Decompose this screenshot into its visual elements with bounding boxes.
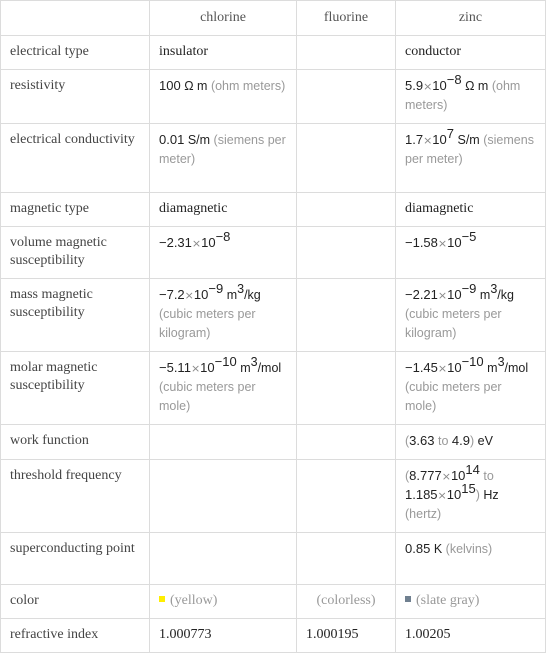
table-row bbox=[1, 70, 546, 124]
zinc-superconducting-point bbox=[396, 533, 546, 585]
base: 10 bbox=[447, 235, 462, 250]
unit-name: (ohm meters) bbox=[405, 79, 521, 112]
unit-base: m bbox=[226, 288, 238, 302]
times-sign: × bbox=[437, 289, 448, 302]
unit-name: (hertz) bbox=[405, 507, 442, 521]
color-name: (yellow) bbox=[170, 593, 218, 608]
fluorine-color bbox=[297, 585, 396, 619]
base: 10 bbox=[447, 287, 462, 302]
unit-name: (ohm meters) bbox=[210, 79, 286, 93]
row-label: electrical conductivity bbox=[1, 124, 150, 193]
base: 10 bbox=[447, 360, 462, 375]
color-name: (slate gray) bbox=[416, 593, 480, 608]
exponent: −5 bbox=[461, 229, 477, 244]
table-row bbox=[1, 124, 546, 193]
zinc-magnetic-type: diamagnetic bbox=[396, 193, 546, 227]
unit-base: m bbox=[487, 361, 498, 375]
unit: S/m bbox=[457, 133, 480, 147]
table-row bbox=[1, 460, 546, 533]
row-label: magnetic type bbox=[1, 193, 150, 227]
exponent: −8 bbox=[215, 229, 231, 244]
unit: Hz bbox=[483, 488, 499, 502]
mantissa: 1.7 bbox=[405, 132, 424, 147]
unit-name: (cubic meters per kilogram) bbox=[405, 307, 502, 340]
fluorine-molar-magnetic-susceptibility bbox=[297, 352, 396, 425]
fluorine-threshold-frequency bbox=[297, 460, 396, 533]
chlorine-magnetic-type: diamagnetic bbox=[150, 193, 297, 227]
high-base: 10 bbox=[446, 487, 462, 502]
zinc-resistivity bbox=[396, 70, 546, 124]
chlorine-resistivity bbox=[150, 70, 297, 124]
unit-rest: /mol bbox=[257, 361, 282, 375]
row-label: work function bbox=[1, 425, 150, 460]
times-sign: × bbox=[437, 489, 447, 502]
fluorine-magnetic-type bbox=[297, 193, 396, 227]
mantissa: −7.2 bbox=[159, 287, 185, 302]
zinc-molar-magnetic-susceptibility bbox=[396, 352, 546, 425]
unit-exponent: 3 bbox=[250, 355, 258, 369]
base: 10 bbox=[432, 78, 447, 93]
color-name: (colorless) bbox=[316, 593, 376, 608]
range-high: 4.9 bbox=[451, 433, 470, 448]
range-to: to bbox=[483, 469, 494, 483]
unit-rest: /mol bbox=[504, 361, 529, 375]
unit-name: (kelvins) bbox=[445, 542, 493, 556]
zinc-volume-magnetic-susceptibility bbox=[396, 227, 546, 279]
unit-name: (siemens per meter) bbox=[159, 133, 286, 166]
times-sign: × bbox=[423, 134, 433, 147]
unit-name: (cubic meters per mole) bbox=[405, 380, 502, 413]
exponent: −9 bbox=[208, 281, 224, 296]
fluorine-electrical-type bbox=[297, 36, 396, 70]
unit: K bbox=[433, 542, 443, 556]
chlorine-work-function bbox=[150, 425, 297, 460]
row-label: resistivity bbox=[1, 70, 150, 124]
unit-name: (cubic meters per kilogram) bbox=[159, 307, 256, 340]
row-label: mass magnetic susceptibility bbox=[1, 279, 150, 352]
fluorine-resistivity bbox=[297, 70, 396, 124]
table-row bbox=[1, 227, 546, 279]
chlorine-mass-magnetic-susceptibility bbox=[150, 279, 297, 352]
unit: Ω m bbox=[465, 79, 489, 93]
exponent: −10 bbox=[214, 354, 237, 369]
close-paren: ) bbox=[470, 434, 475, 448]
unit-exponent: 3 bbox=[237, 282, 245, 296]
base: 10 bbox=[200, 360, 215, 375]
mantissa: −1.45 bbox=[405, 360, 438, 375]
times-sign: × bbox=[437, 237, 448, 250]
fluorine-electrical-conductivity bbox=[297, 124, 396, 193]
fluorine-refractive-index: 1.000195 bbox=[297, 619, 396, 653]
row-label: color bbox=[1, 585, 150, 619]
table-row bbox=[1, 279, 546, 352]
mantissa: 5.9 bbox=[405, 78, 424, 93]
column-header-fluorine: fluorine bbox=[297, 1, 396, 36]
unit: S/m bbox=[187, 133, 211, 147]
unit-name: (cubic meters per mole) bbox=[159, 380, 256, 413]
zinc-refractive-index: 1.00205 bbox=[396, 619, 546, 653]
chlorine-superconducting-point bbox=[150, 533, 297, 585]
table-row bbox=[1, 193, 546, 227]
low-exponent: 14 bbox=[465, 462, 480, 477]
table-row bbox=[1, 585, 546, 619]
base: 10 bbox=[193, 287, 209, 302]
row-label: superconducting point bbox=[1, 533, 150, 585]
zinc-color bbox=[396, 585, 546, 619]
unit-exponent: 3 bbox=[497, 355, 505, 369]
low-mantissa: 8.777 bbox=[409, 468, 442, 483]
chlorine-volume-magnetic-susceptibility bbox=[150, 227, 297, 279]
times-sign: × bbox=[441, 470, 451, 483]
zinc-electrical-type: conductor bbox=[396, 36, 546, 70]
unit-base: m bbox=[240, 361, 251, 375]
unit-name: (siemens per meter) bbox=[405, 133, 534, 166]
unit: eV bbox=[477, 434, 493, 448]
chlorine-threshold-frequency bbox=[150, 460, 297, 533]
times-sign: × bbox=[184, 289, 194, 302]
zinc-electrical-conductivity bbox=[396, 124, 546, 193]
unit-exponent: 3 bbox=[490, 282, 498, 296]
mantissa: −2.21 bbox=[405, 287, 438, 302]
zinc-mass-magnetic-susceptibility bbox=[396, 279, 546, 352]
exponent: 7 bbox=[446, 126, 454, 141]
row-label: electrical type bbox=[1, 36, 150, 70]
high-mantissa: 1.185 bbox=[405, 487, 438, 502]
row-label: threshold frequency bbox=[1, 460, 150, 533]
times-sign: × bbox=[437, 362, 448, 375]
chlorine-electrical-conductivity bbox=[150, 124, 297, 193]
corner-cell bbox=[1, 1, 150, 36]
unit-rest: /kg bbox=[244, 288, 261, 302]
low-base: 10 bbox=[450, 468, 466, 483]
row-label: molar magnetic susceptibility bbox=[1, 352, 150, 425]
fluorine-superconducting-point bbox=[297, 533, 396, 585]
base: 10 bbox=[432, 132, 447, 147]
table-row bbox=[1, 36, 546, 70]
chlorine-refractive-index: 1.000773 bbox=[150, 619, 297, 653]
unit-base: m bbox=[479, 288, 491, 302]
mantissa: −5.11 bbox=[159, 360, 191, 375]
chlorine-molar-magnetic-susceptibility bbox=[150, 352, 297, 425]
unit: Ω m bbox=[184, 79, 208, 93]
column-header-chlorine: chlorine bbox=[150, 1, 297, 36]
high-exponent: 15 bbox=[461, 481, 476, 496]
value: 0.01 bbox=[159, 132, 185, 147]
fluorine-volume-magnetic-susceptibility bbox=[297, 227, 396, 279]
open-paren: ( bbox=[405, 434, 410, 448]
slate-gray-color-swatch bbox=[405, 596, 411, 602]
times-sign: × bbox=[423, 80, 433, 93]
open-paren: ( bbox=[405, 469, 410, 483]
range-to: to bbox=[437, 434, 449, 448]
zinc-threshold-frequency bbox=[396, 460, 546, 533]
times-sign: × bbox=[191, 237, 202, 250]
fluorine-mass-magnetic-susceptibility bbox=[297, 279, 396, 352]
close-paren: ) bbox=[475, 488, 480, 502]
chlorine-color bbox=[150, 585, 297, 619]
mantissa: −1.58 bbox=[405, 235, 438, 250]
exponent: −8 bbox=[446, 72, 462, 87]
fluorine-work-function bbox=[297, 425, 396, 460]
yellow-color-swatch bbox=[159, 596, 165, 602]
table-row bbox=[1, 619, 546, 653]
times-sign: × bbox=[190, 362, 201, 375]
table-row bbox=[1, 533, 546, 585]
table-row bbox=[1, 425, 546, 460]
value: 100 bbox=[159, 78, 181, 93]
header-row bbox=[1, 1, 546, 36]
column-header-zinc: zinc bbox=[396, 1, 546, 36]
value: 0.85 bbox=[405, 541, 431, 556]
base: 10 bbox=[201, 235, 216, 250]
zinc-work-function bbox=[396, 425, 546, 460]
row-label: volume magnetic susceptibility bbox=[1, 227, 150, 279]
range-low: 3.63 bbox=[409, 433, 435, 448]
mantissa: −2.31 bbox=[159, 235, 192, 250]
exponent: −9 bbox=[461, 281, 477, 296]
table-row bbox=[1, 352, 546, 425]
exponent: −10 bbox=[461, 354, 484, 369]
row-label: refractive index bbox=[1, 619, 150, 653]
unit-rest: /kg bbox=[497, 288, 514, 302]
chlorine-electrical-type: insulator bbox=[150, 36, 297, 70]
